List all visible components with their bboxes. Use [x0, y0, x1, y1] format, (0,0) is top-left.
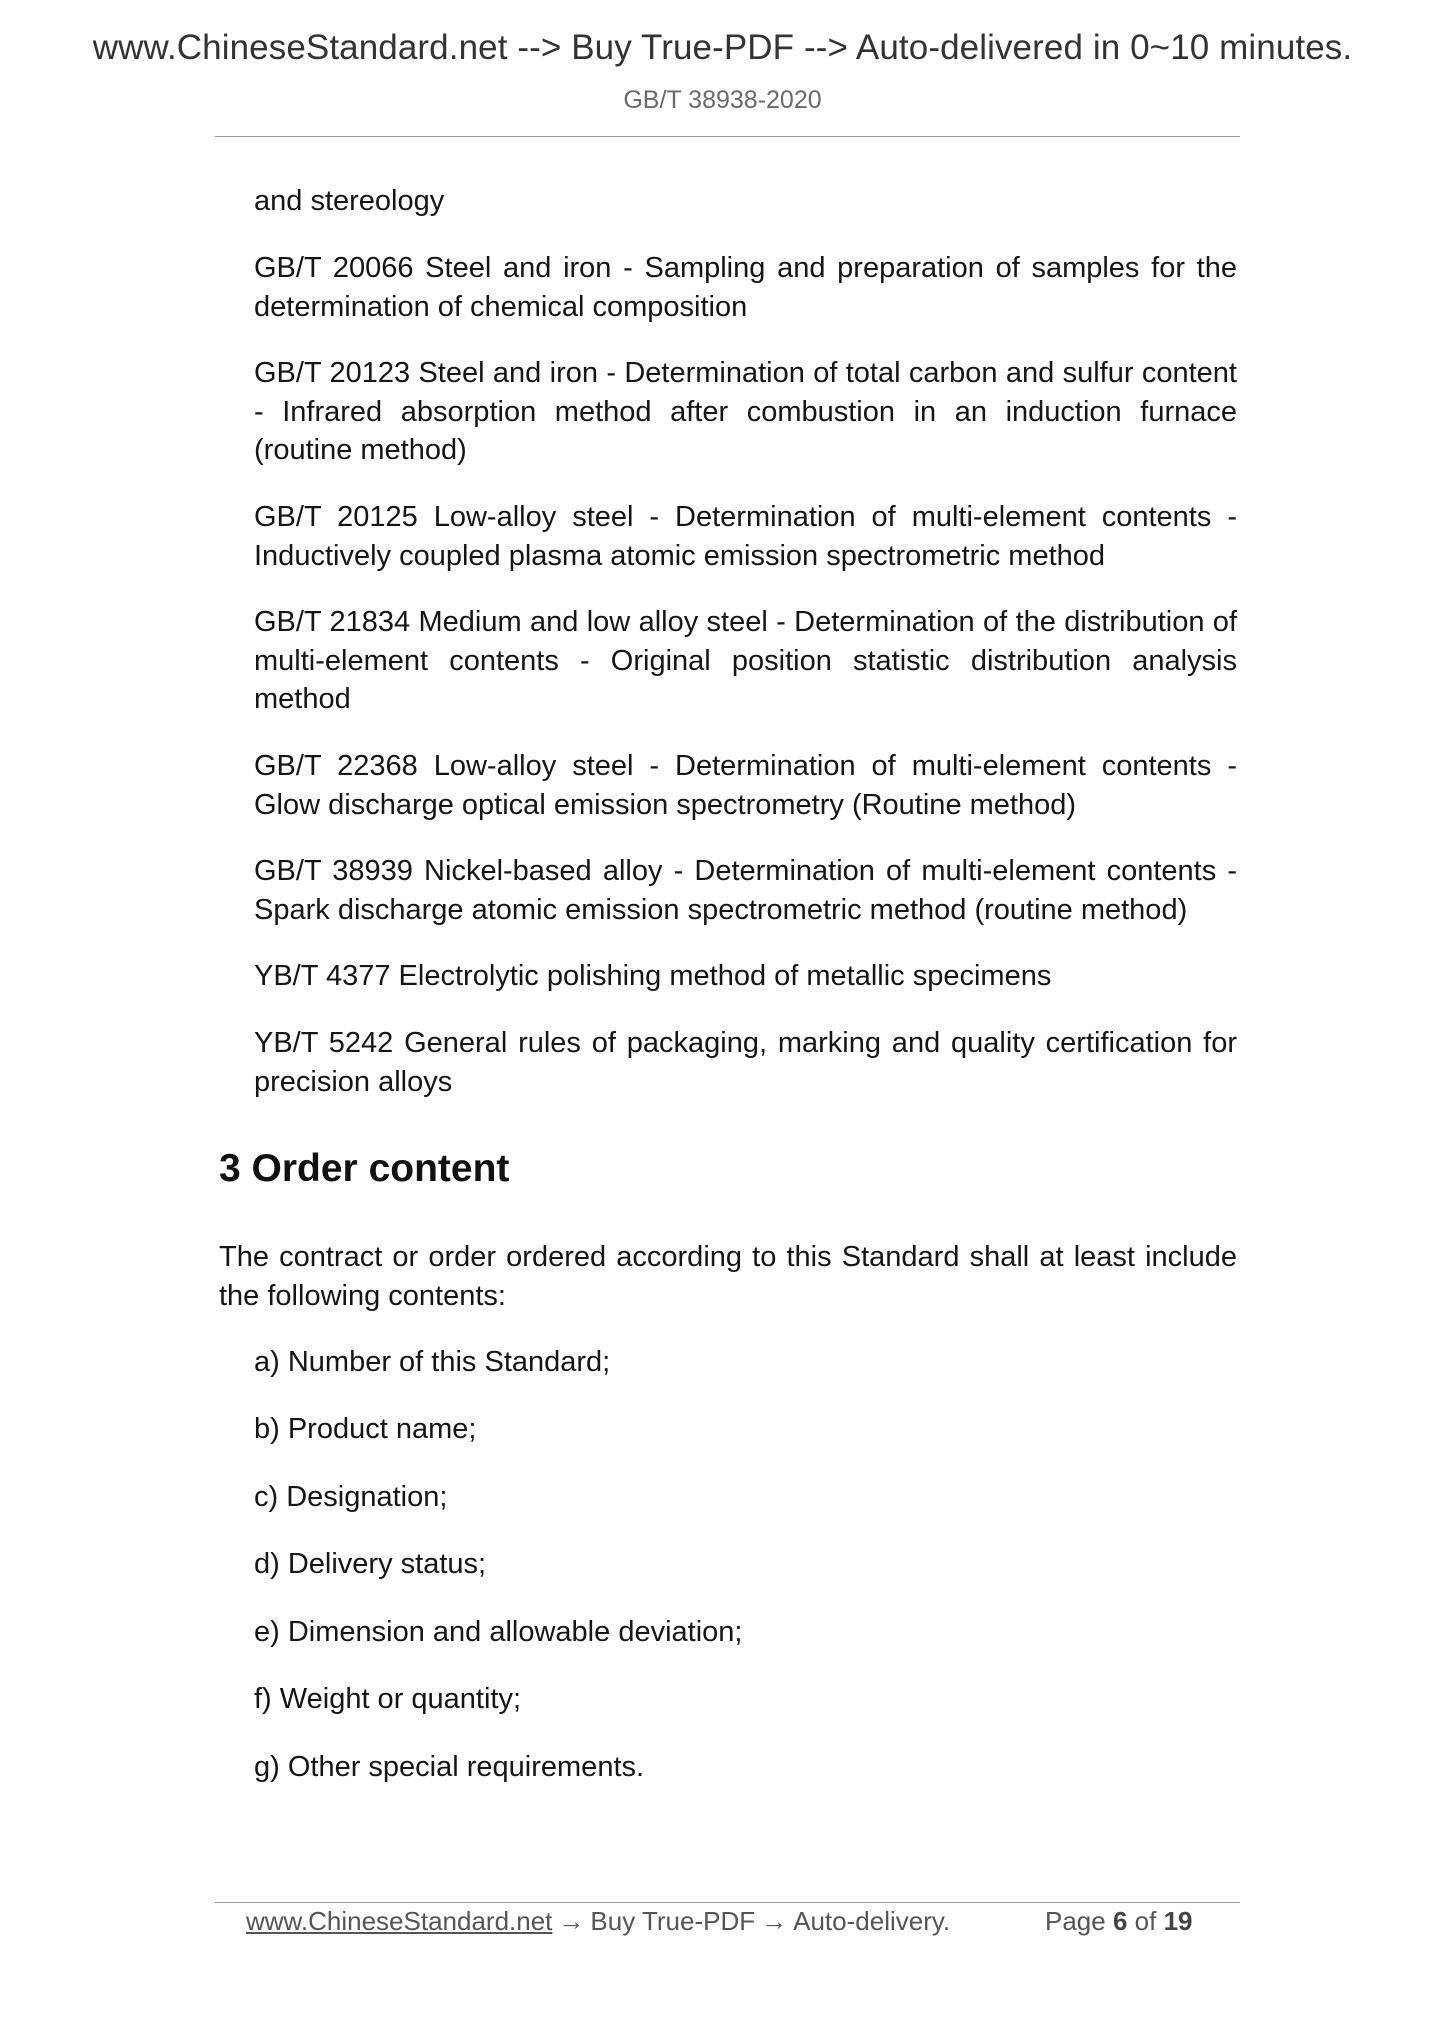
top-banner: www.ChineseStandard.net --> Buy True-PDF --> Auto-delivered in 0~10 minutes.: [92, 28, 1353, 67]
reference-entry: GB/T 38939 Nickel-based alloy - Determination of multi-element contents - Spark discharge atomic emission spectrometric method (routine method): [254, 855, 1237, 926]
list-item: d) Delivery status;: [254, 1548, 487, 1580]
list-item: a) Number of this Standard;: [254, 1346, 611, 1378]
reference-entry: GB/T 20066 Steel and iron - Sampling and preparation of samples for the determination of chemical composition: [254, 252, 1237, 323]
page-number: 6: [1112, 1906, 1128, 1936]
arrow-right-icon: →: [558, 1906, 585, 1936]
section-intro: The contract or order ordered according to this Standard shall at least include the following contents:: [219, 1241, 1237, 1312]
reference-entry: GB/T 20123 Steel and iron - Determination of total carbon and sulfur content - Infrared absorption method after combustion in an induction furnace (routine method): [254, 357, 1237, 466]
buy-text: Buy True-PDF: [590, 1906, 756, 1936]
page-label: Page: [1045, 1906, 1106, 1936]
delivery-text: Auto-delivery.: [793, 1906, 951, 1936]
section-heading: 3 Order content: [219, 1147, 510, 1190]
footer-promo: [246, 1906, 950, 1937]
document-code: GB/T 38938-2020: [623, 86, 822, 114]
list-item: b) Product name;: [254, 1413, 477, 1445]
header-divider: [215, 136, 1240, 137]
page-indicator: [1045, 1906, 1193, 1937]
arrow-right-icon: →: [761, 1906, 788, 1936]
of-label: of: [1134, 1906, 1157, 1936]
reference-entry: YB/T 5242 General rules of packaging, marking and quality certification for precision alloys: [254, 1027, 1237, 1098]
reference-entry: GB/T 20125 Low-alloy steel - Determination of multi-element contents - Inductively coupled plasma atomic emission spectrometric method: [254, 501, 1237, 572]
list-item: f) Weight or quantity;: [254, 1683, 522, 1715]
site-link[interactable]: www.ChineseStandard.net: [246, 1906, 553, 1936]
list-item: g) Other special requirements.: [254, 1751, 645, 1783]
reference-entry: GB/T 21834 Medium and low alloy steel - Determination of the distribution of multi-element contents - Original position statistic distribution analysis method: [254, 606, 1237, 715]
reference-entry: YB/T 4377 Electrolytic polishing method of metallic specimens: [254, 960, 1052, 992]
reference-entry: GB/T 22368 Low-alloy steel - Determination of multi-element contents - Glow discharge optical emission spectrometry (Routine method): [254, 750, 1237, 821]
footer-divider: [215, 1902, 1240, 1903]
list-item: c) Designation;: [254, 1481, 448, 1513]
page-total: 19: [1163, 1906, 1193, 1936]
reference-entry: and stereology: [254, 185, 445, 217]
list-item: e) Dimension and allowable deviation;: [254, 1616, 743, 1648]
